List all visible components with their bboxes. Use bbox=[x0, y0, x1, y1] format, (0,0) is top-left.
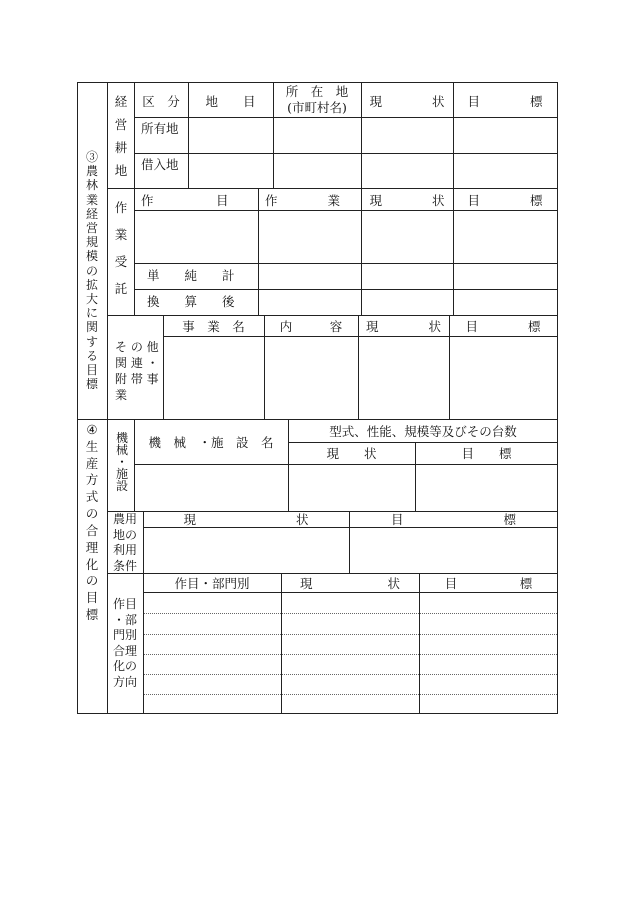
other-label-divider bbox=[163, 315, 164, 419]
header-spec: 型式、性能、規模等及びその台数 bbox=[329, 424, 517, 439]
land-bottom-line bbox=[107, 573, 558, 574]
sector-label-divider bbox=[143, 573, 144, 714]
contract-col-line-3 bbox=[453, 188, 454, 315]
contract-label-divider bbox=[134, 188, 135, 315]
machines-col-line-2 bbox=[415, 442, 416, 511]
farmland-bottom-line bbox=[107, 188, 558, 189]
row-kansango: 換 算 後 bbox=[147, 294, 235, 309]
machines-header-line bbox=[134, 464, 558, 465]
contract-label: 作 業 受 託 bbox=[114, 200, 128, 296]
other-header-line bbox=[163, 336, 558, 337]
header-mokuhyo-5: 目 標 bbox=[390, 512, 516, 527]
farmland-label: 経 営 耕 地 bbox=[114, 94, 128, 178]
header-genjo-5: 現 状 bbox=[183, 512, 309, 527]
header-genjo-6: 現 状 bbox=[299, 576, 400, 591]
contract-row-line-1 bbox=[134, 210, 558, 211]
contract-col-line-2 bbox=[361, 188, 362, 315]
farmland-row-line-1 bbox=[134, 117, 558, 118]
other-col-line-1 bbox=[264, 315, 265, 419]
header-mokuhyo-4: 目 標 bbox=[461, 446, 512, 461]
header-jigyomei: 事 業 名 bbox=[182, 319, 245, 334]
section-label-divider bbox=[107, 82, 108, 714]
header-mokuhyo-6: 目 標 bbox=[444, 576, 533, 591]
header-kubun: 区 分 bbox=[142, 94, 180, 109]
farmland-col-line-4 bbox=[453, 82, 454, 188]
machines-col-line-1 bbox=[288, 419, 289, 511]
header-shichoson: (市町村名) bbox=[287, 100, 347, 115]
header-genjo-4: 現 状 bbox=[326, 446, 377, 461]
sector-header-line bbox=[143, 592, 558, 593]
sector-label: 作目 ・部 門別 合理 化の 方向 bbox=[113, 597, 138, 689]
farmland-col-line-1 bbox=[188, 82, 189, 188]
sector-col-line-1 bbox=[281, 573, 282, 714]
sector-dotted-line-5 bbox=[144, 694, 557, 695]
header-naiyo: 内 容 bbox=[279, 319, 343, 334]
land-label: 農用 地の 利用 条件 bbox=[113, 512, 138, 573]
land-header-line bbox=[143, 527, 558, 528]
header-sakumoku: 作 目 bbox=[141, 193, 229, 208]
other-col-line-3 bbox=[449, 315, 450, 419]
outer-border-top bbox=[77, 82, 558, 83]
machines-label: 機 械 ・ 施 設 bbox=[115, 431, 128, 493]
farmland-col-line-2 bbox=[273, 82, 274, 188]
farmland-col-line-3 bbox=[361, 82, 362, 188]
header-genjo: 現 状 bbox=[369, 94, 445, 109]
contract-col-line-1 bbox=[258, 188, 259, 315]
section4-title: ④ 生 産 方 式 の 合 理 化 の 目 標 bbox=[85, 422, 99, 622]
header-mokuhyo-3: 目 標 bbox=[465, 319, 541, 334]
other-col-line-2 bbox=[358, 315, 359, 419]
farmland-row-line-2 bbox=[134, 153, 558, 154]
contract-row-line-3 bbox=[134, 289, 558, 290]
contract-row-line-2 bbox=[134, 263, 558, 264]
sector-dotted-line-2 bbox=[144, 634, 557, 635]
outer-border-right bbox=[557, 82, 558, 714]
header-genjo-3: 現 状 bbox=[365, 319, 441, 334]
section3-title: ③農林業経営規模の拡大に関する目標 bbox=[85, 150, 98, 392]
row-kariirechi: 借入地 bbox=[141, 157, 179, 172]
other-label: そ の 他 関 連 ・ 附 帯 事 業 bbox=[115, 340, 159, 402]
outer-border-bottom bbox=[77, 713, 558, 714]
sector-dotted-line-1 bbox=[144, 613, 557, 614]
section-divider bbox=[77, 419, 558, 420]
header-mokuhyo-2: 目 標 bbox=[467, 193, 543, 208]
header-shozaichi: 所 在 地 bbox=[285, 84, 349, 99]
row-tanjunkei: 単 純 計 bbox=[147, 268, 235, 283]
header-mokuhyo: 目 標 bbox=[467, 94, 543, 109]
sector-dotted-line-3 bbox=[144, 654, 557, 655]
header-sagyo: 作 業 bbox=[265, 193, 341, 208]
header-sakumoku-bumon: 作目・部門別 bbox=[174, 576, 250, 591]
farmland-label-divider bbox=[134, 82, 135, 188]
land-label-divider bbox=[143, 511, 144, 573]
header-machine-name: 機 械 ・施 設 名 bbox=[148, 435, 274, 450]
contract-bottom-line bbox=[107, 315, 558, 316]
outer-border-left bbox=[77, 82, 78, 714]
sector-col-line-2 bbox=[419, 573, 420, 714]
machines-label-divider bbox=[134, 419, 135, 511]
sector-dotted-line-4 bbox=[144, 674, 557, 675]
row-shoyuchi: 所有地 bbox=[141, 121, 179, 136]
header-chimoku: 地 目 bbox=[205, 94, 256, 109]
machines-spec-line bbox=[288, 442, 558, 443]
header-genjo-2: 現 状 bbox=[369, 193, 445, 208]
land-col-line-1 bbox=[349, 511, 350, 573]
